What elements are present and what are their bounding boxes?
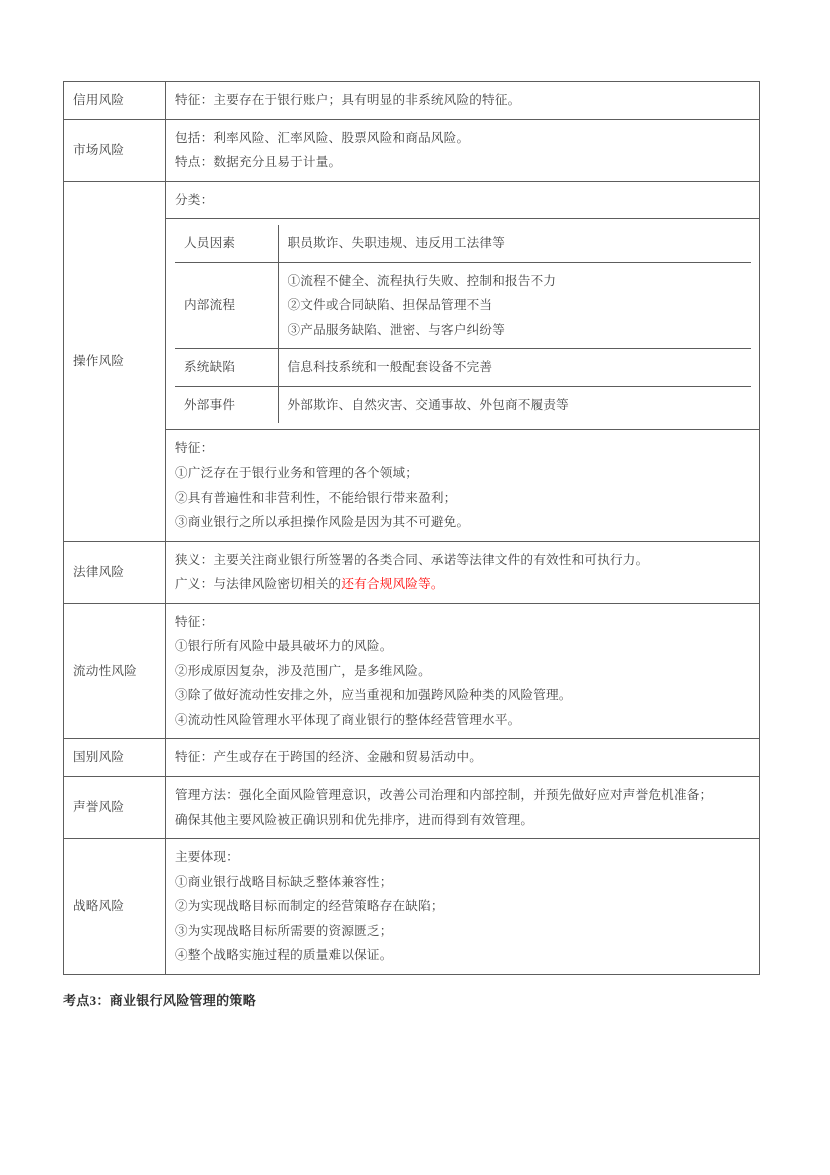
text-line: ②形成原因复杂，涉及范围广，是多维风险。: [175, 663, 431, 678]
sub-row-body-internal-process: [278, 262, 751, 349]
operational-risk-features: [166, 430, 760, 541]
text-line: ②为实现战略目标而制定的经营策略存在缺陷；: [175, 899, 444, 914]
row-body-reputation-risk: [166, 777, 760, 839]
row-label-market-risk: 市场风险: [64, 119, 166, 181]
text-line: ①商业银行战略目标缺乏整体兼容性；: [175, 874, 393, 889]
text-line: 包括：利率风险、汇率风险、股票风险和商品风险。: [175, 130, 470, 145]
operational-classification-header: [166, 181, 760, 219]
table-row: [64, 739, 760, 777]
text-line: ②具有普遍性和非营利性，不能给银行带来盈利；: [175, 490, 457, 505]
text-line: 特征：: [175, 441, 214, 456]
table-row: [64, 181, 760, 219]
text-line: ②文件或合同缺陷、担保品管理不当: [287, 298, 493, 313]
sub-table-row: [175, 225, 751, 262]
row-label-legal-risk: 法律风险: [64, 541, 166, 603]
table-row: [64, 541, 760, 603]
sub-table-row: [175, 262, 751, 349]
sub-row-label-internal-process: 内部流程: [175, 262, 278, 349]
text-line: ①银行所有风险中最具破坏力的风险。: [175, 639, 393, 654]
table-row: [64, 82, 760, 120]
text-line: 主要体现：: [175, 850, 239, 865]
sub-row-body-system-defect: [278, 349, 751, 387]
table-row: [64, 839, 760, 975]
text-line: 管理方法：强化全面风险管理意识，改善公司治理和内部控制，并预先做好应对声誉危机准备；: [175, 788, 713, 803]
table-row: [64, 430, 760, 541]
sub-row-body-external-event: [278, 386, 751, 423]
row-body-market-risk: [166, 119, 760, 181]
text-segment-red: 还有合规风险等。: [341, 577, 444, 592]
text-line: ③除了做好流动性安排之外，应当重视和加强跨风险种类的风险管理。: [175, 688, 572, 703]
text-line: 特点：数据充分且易于计量。: [175, 155, 342, 170]
sub-table-row: [175, 386, 751, 423]
row-label-country-risk: 国别风险: [64, 739, 166, 777]
text-line: ④整个战略实施过程的质量难以保证。: [175, 948, 393, 963]
text-line: 特征：: [175, 614, 214, 629]
row-body-strategic-risk: [166, 839, 760, 975]
text-line: 分类：: [175, 192, 214, 207]
page-content: [63, 81, 760, 1012]
row-body-credit-risk: [166, 82, 760, 120]
table-row: [64, 219, 760, 430]
text-line: 职员欺诈、失职违规、违反用工法律等: [287, 236, 505, 251]
row-label-strategic-risk: 战略风险: [64, 839, 166, 975]
row-label-liquidity-risk: 流动性风险: [64, 603, 166, 739]
sub-table-row: [175, 349, 751, 387]
text-line: 特征：主要存在于银行账户；具有明显的非系统风险的特征。: [175, 93, 521, 107]
row-body-liquidity-risk: [166, 603, 760, 739]
text-line: ③为实现战略目标所需要的资源匮乏；: [175, 923, 393, 938]
text-line: 确保其他主要风险被正确识别和优先排序，进而得到有效管理。: [175, 812, 534, 827]
text-line: 信息科技系统和一般配套设备不完善: [287, 360, 493, 375]
row-body-country-risk: [166, 739, 760, 777]
sub-row-label-system-defect: 系统缺陷: [175, 349, 278, 387]
row-label-credit-risk: 信用风险: [64, 82, 166, 120]
row-label-operational-risk: 操作风险: [64, 181, 166, 541]
text-line: ①流程不健全、流程执行失败、控制和报告不力: [287, 273, 557, 288]
text-line-mixed: [175, 572, 751, 597]
text-line: 特征：产生或存在于跨国的经济、金融和贸易活动中。: [175, 750, 483, 765]
sub-row-label-external-event: 外部事件: [175, 386, 278, 423]
text-segment-black: 广义：与法律风险密切相关的: [175, 577, 342, 592]
row-label-reputation-risk: 声誉风险: [64, 777, 166, 839]
operational-risk-subtable: [175, 225, 751, 423]
text-line: 外部欺诈、自然灾害、交通事故、外包商不履责等: [287, 397, 569, 412]
sub-row-body-personnel: [278, 225, 751, 262]
sub-row-label-personnel: 人员因素: [175, 225, 278, 262]
risk-classification-table: [63, 81, 760, 975]
row-body-legal-risk: [166, 541, 760, 603]
text-line: ③商业银行之所以承担操作风险是因为其不可避免。: [175, 515, 470, 530]
table-row: [64, 777, 760, 839]
operational-subtable-host: [166, 219, 760, 430]
table-row: [64, 119, 760, 181]
table-row: [64, 603, 760, 739]
text-line: 狭义：主要关注商业银行所签署的各类合同、承诺等法律文件的有效性和可执行力。: [175, 552, 649, 567]
section-heading: 考点3：商业银行风险管理的策略: [63, 992, 257, 1008]
text-line: ①广泛存在于银行业务和管理的各个领域；: [175, 466, 419, 481]
text-line: ④流动性风险管理水平体现了商业银行的整体经营管理水平。: [175, 712, 521, 727]
text-line: ③产品服务缺陷、泄密、与客户纠纷等: [287, 322, 505, 337]
